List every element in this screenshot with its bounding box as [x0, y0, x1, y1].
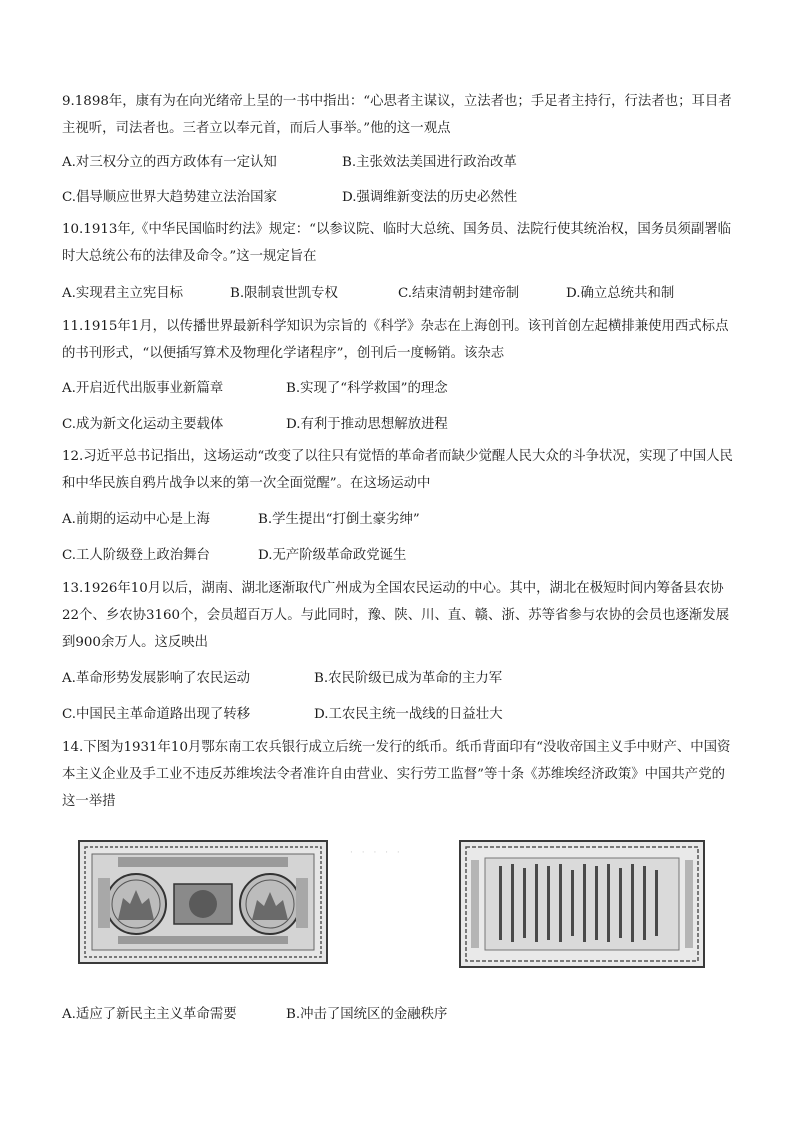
question-12-options: [62, 508, 742, 528]
q14-option-b: B.冲击了国统区的金融秩序: [286, 1007, 448, 1022]
q13-option-d: D.工农民主统一战线的日益壮大: [314, 707, 503, 722]
q11-option-d: D.有利于推动思想解放进程: [286, 417, 448, 432]
question-11-stem: 11.1915年1月，以传播世界最新科学知识为宗旨的《科学》杂志在上海创刊。该刊首创左起横排兼使用西式标点的书刊形式，“以便插写算术及物理化学诸程序”，创刊后一度畅销。该杂志: [62, 319, 729, 361]
question-9-stem: 9.1898年，康有为在向光绪帝上呈的一书中指出：“心思者主谋议，立法者也；手足者主持行，行法者也；耳目者主视听，司法者也。三者立以奉元首，而后人事举。”他的这一观点: [62, 94, 732, 136]
question-10-stem: 10.1913年,《中华民国临时约法》规定：“以参议院、临时大总统、国务员、法院行使其统治权，国务员须副署临时大总统公布的法律及命令。”这一规定旨在: [62, 222, 732, 264]
q13-option-c: C.中国民主革命道路出现了转移: [62, 707, 251, 722]
q9-option-a: A.对三权分立的西方政体有一定认知: [62, 155, 277, 170]
q9-option-d: D.强调维新变法的历史必然性: [342, 190, 518, 205]
question-13-options-2: [62, 703, 742, 723]
banknote-back-image: [459, 840, 705, 972]
q11-option-b: B.实现了“科学救国”的理念: [286, 381, 448, 396]
q9-option-c: C.倡导顺应世界大趋势建立法治国家: [62, 190, 277, 205]
question-10-options: [62, 282, 742, 302]
q10-option-a: A.实现君主立宪目标: [62, 286, 184, 301]
question-11-options-2: [62, 413, 742, 433]
banknote-front-image: [78, 840, 328, 968]
question-14-stem: 14.下图为1931年10月鄂东南工农兵银行成立后统一发行的纸币。纸币背面印有“没收帝国主义手中财产、中国资本主义企业及手工业不违反苏维埃法令者准许自由营业、实行劳工监督”等十条《苏维埃经济政策》中国共产党的这一举措: [62, 740, 731, 809]
q13-option-a: A.革命形势发展影响了农民运动: [62, 671, 251, 686]
question-12-options-2: [62, 544, 742, 564]
question-14-options: [62, 1003, 742, 1023]
q10-option-d: D.确立总统共和制: [566, 286, 675, 301]
question-13-options: [62, 667, 742, 687]
q10-option-c: C.结束清朝封建帝制: [398, 286, 520, 301]
q10-option-b: B.限制袁世凯专权: [230, 286, 338, 301]
q14-option-a: A.适应了新民主主义革命需要: [62, 1007, 237, 1022]
q11-option-a: A.开启近代出版事业新篇章: [62, 381, 224, 396]
q13-option-b: B.农民阶级已成为革命的主力军: [314, 671, 503, 686]
question-13-stem: 13.1926年10月以后，湖南、湖北逐渐取代广州成为全国农民运动的中心。其中，湖北在极短时间内筹备县农协22个、乡农协3160个，会员超百万人。与此同时，豫、陕、川、直、赣、浙、苏等省参与农协的会员也逐渐发展到900余万人。这反映出: [62, 581, 730, 650]
q12-option-b: B.学生提出“打倒土豪劣绅”: [258, 512, 420, 527]
question-11-options: [62, 377, 742, 397]
q12-option-c: C.工人阶级登上政治舞台: [62, 548, 210, 563]
q12-option-a: A.前期的运动中心是上海: [62, 512, 210, 527]
question-12-stem: 12.习近平总书记指出，这场运动“改变了以往只有觉悟的革命者而缺少觉醒人民大众的斗争状况，实现了中国人民和中华民族自鸦片战争以来的第一次全面觉醒”。在这场运动中: [62, 449, 733, 491]
scan-noise: · · · · ·: [350, 848, 403, 858]
q12-option-d: D.无产阶级革命政党诞生: [258, 548, 407, 563]
q9-option-b: B.主张效法美国进行政治改革: [342, 155, 517, 170]
question-9-options: [62, 151, 742, 171]
question-9-options-2: [62, 186, 742, 206]
q11-option-c: C.成为新文化运动主要载体: [62, 417, 224, 432]
